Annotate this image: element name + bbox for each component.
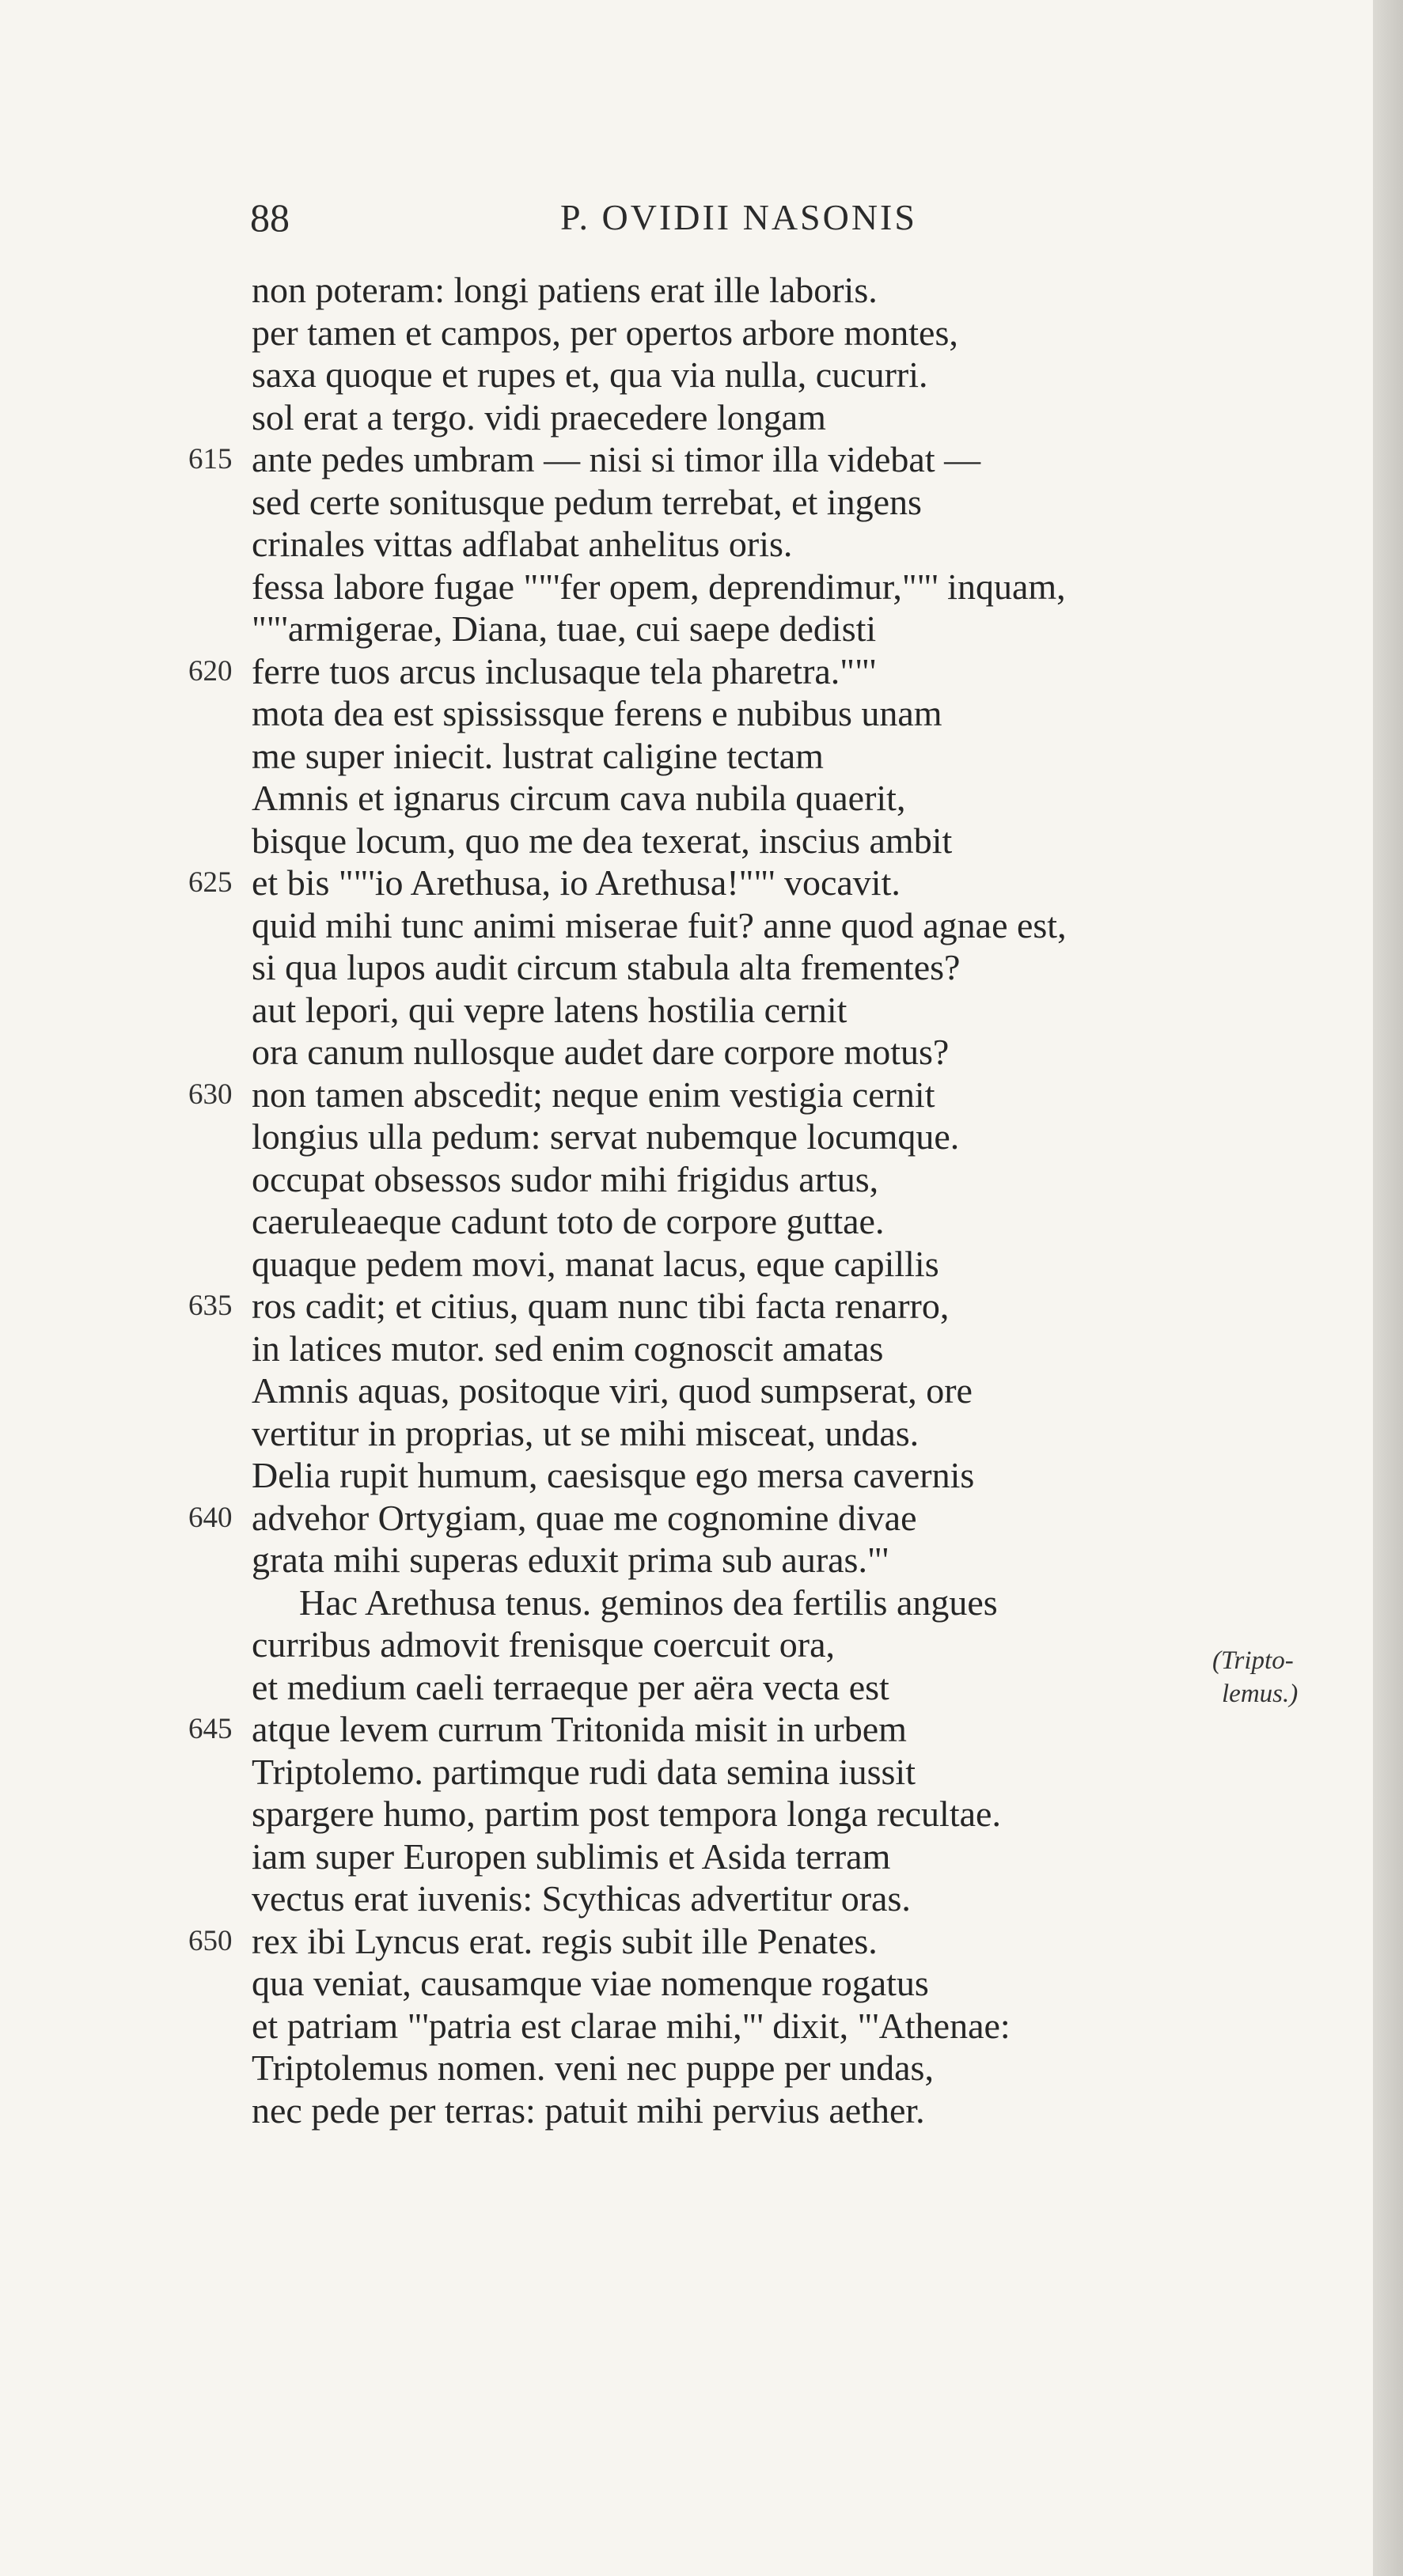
- verse-text: crinales vittas adflabat anhelitus oris.: [252, 524, 793, 564]
- margin-note: [1212, 1644, 1298, 1710]
- verse-text: Delia rupit humum, caesisque ego mersa cavernis: [252, 1455, 975, 1495]
- verse-text: bisque locum, quo me dea texerat, inscius ambit: [252, 820, 953, 861]
- verse-line: [0, 777, 1373, 820]
- verse-line: [0, 1074, 1373, 1116]
- verse-text: quid mihi tunc animi miserae fuit? anne quod agnae est,: [252, 904, 1067, 945]
- verse-line: [0, 1666, 1373, 1709]
- margin-note-line-2: lemus.): [1222, 1680, 1299, 1708]
- verse-line: [0, 1031, 1373, 1074]
- verse-line: [0, 1454, 1373, 1497]
- verse-line: [0, 1412, 1373, 1455]
- verse-text: longius ulla pedum: servat nubemque locumque.: [252, 1116, 960, 1157]
- verse-text: aut lepori, qui vepre latens hostilia cernit: [252, 989, 847, 1030]
- verse-text: Triptolemo. partimque rudi data semina iussit: [252, 1751, 916, 1792]
- verse-text: et bis ""'io Arethusa, io Arethusa!""' vocavit.: [252, 862, 901, 903]
- line-number: 620: [188, 654, 233, 688]
- verse-text: fessa labore fugae ""'fer opem, deprendimur,""' inquam,: [252, 566, 1066, 607]
- verse-line: [0, 1751, 1373, 1794]
- verse-text: non poteram: longi patiens erat ille laboris.: [252, 270, 878, 310]
- verse-text: nec pede per terras: patuit mihi pervius aether.: [252, 2089, 925, 2131]
- verse-text: atque levem currum Tritonida misit in urbem: [252, 1709, 907, 1749]
- margin-note-line-1: (Tripto-: [1212, 1646, 1294, 1675]
- verse-text: rex ibi Lyncus erat. regis subit ille Penates.: [252, 1920, 878, 1961]
- verse-line: [0, 2047, 1373, 2089]
- verse-text: Triptolemus nomen. veni nec puppe per undas,: [252, 2048, 934, 2088]
- verse-line: [0, 1582, 1373, 1624]
- verse-line: [0, 650, 1373, 693]
- line-number: 630: [188, 1078, 233, 1111]
- verse-line: [0, 608, 1373, 650]
- verse-line: [0, 1623, 1373, 1666]
- verse-line: [0, 820, 1373, 862]
- verse-text: advehor Ortygiam, quae me cognomine divae: [252, 1497, 917, 1538]
- verse-line: [0, 1708, 1373, 1751]
- verse-line: [0, 904, 1373, 947]
- verse-line: [0, 1116, 1373, 1158]
- verse-text: iam super Europen sublimis et Asida terram: [252, 1835, 891, 1877]
- verse-text: sol erat a tergo. vidi praecedere longam: [252, 396, 826, 438]
- page-edge-shadow: [1373, 0, 1403, 2576]
- verse-text: grata mihi superas eduxit prima sub auras."': [252, 1540, 889, 1580]
- verse-text: vertitur in proprias, ut se mihi misceat, undas.: [252, 1412, 920, 1453]
- verse-text: ros cadit; et citius, quam nunc tibi facta renarro,: [252, 1286, 950, 1326]
- verse-line: [0, 862, 1373, 904]
- line-number: 640: [188, 1501, 233, 1534]
- verse-text: non tamen abscedit; neque enim vestigia cernit: [252, 1074, 935, 1115]
- verse-line: [0, 523, 1373, 566]
- verse-line: [0, 481, 1373, 524]
- verse-line: [0, 1243, 1373, 1286]
- verse-line: [0, 1158, 1373, 1201]
- verse-line: [0, 1793, 1373, 1835]
- line-number: 650: [188, 1924, 233, 1957]
- line-number: 645: [188, 1713, 233, 1745]
- verse-line: [0, 396, 1373, 439]
- verse-text: si qua lupos audit circum stabula alta frementes?: [252, 947, 961, 987]
- verse-line: [0, 1962, 1373, 2005]
- verse-line: [0, 692, 1373, 735]
- verse-text: ""'armigerae, Diana, tuae, cui saepe dedisti: [252, 608, 877, 649]
- line-number: 615: [188, 443, 233, 475]
- running-title: P. OVIDII NASONIS: [560, 197, 917, 237]
- verse-line: [0, 438, 1373, 481]
- verse-text: vectus erat iuvenis: Scythicas advertitur oras.: [252, 1878, 911, 1919]
- line-number: 635: [188, 1290, 233, 1322]
- line-number: 625: [188, 866, 233, 899]
- verse-line: [0, 1539, 1373, 1582]
- verse-line: [0, 1200, 1373, 1243]
- verse-text: curribus admovit frenisque coercuit ora,: [252, 1624, 836, 1665]
- verse-line: [0, 989, 1373, 1032]
- verse-line: [0, 354, 1373, 396]
- page-number: 88: [250, 195, 290, 240]
- verse-text: saxa quoque et rupes et, qua via nulla, cucurri.: [252, 354, 928, 395]
- verse-text: et medium caeli terraeque per aëra vecta est: [252, 1666, 889, 1707]
- poem-text: [0, 269, 1373, 2131]
- verse-line: [0, 269, 1373, 312]
- verse-line: [0, 946, 1373, 989]
- verse-line: [0, 735, 1373, 778]
- verse-line: [0, 566, 1373, 608]
- verse-line: [0, 1877, 1373, 1920]
- verse-line: [0, 1920, 1373, 1963]
- verse-text: me super iniecit. lustrat caligine tectam: [252, 735, 824, 776]
- verse-line: [0, 2005, 1373, 2048]
- verse-line: [0, 1369, 1373, 1412]
- verse-text: et patriam "'patria est clarae mihi,"' dixit, "'Athenae:: [252, 2005, 1011, 2046]
- verse-text: Amnis et ignarus circum cava nubila quaerit,: [252, 778, 906, 818]
- verse-text: per tamen et campos, per opertos arbore montes,: [252, 312, 958, 353]
- verse-text: Hac Arethusa tenus. geminos dea fertilis angues: [299, 1582, 998, 1623]
- verse-text: caeruleaeque cadunt toto de corpore guttae.: [252, 1201, 885, 1241]
- verse-text: quaque pedem movi, manat lacus, eque capillis: [252, 1243, 939, 1284]
- verse-line: [0, 1285, 1373, 1328]
- verse-line: [0, 1835, 1373, 1878]
- verse-text: Amnis aquas, positoque viri, quod sumpserat, ore: [252, 1370, 973, 1411]
- verse-text: qua veniat, causamque viae nomenque rogatus: [252, 1963, 929, 2003]
- verse-text: spargere humo, partim post tempora longa recultae.: [252, 1794, 1001, 1834]
- verse-text: ante pedes umbram — nisi si timor illa videbat —: [252, 439, 981, 479]
- verse-text: ora canum nullosque audet dare corpore motus?: [252, 1032, 950, 1072]
- verse-text: occupat obsessos sudor mihi frigidus artus,: [252, 1158, 879, 1199]
- verse-text: ferre tuos arcus inclusaque tela pharetra.""': [252, 650, 877, 691]
- verse-line: [0, 1328, 1373, 1370]
- verse-line: [0, 1497, 1373, 1540]
- verse-line: [0, 2089, 1373, 2132]
- verse-line: [0, 312, 1373, 354]
- verse-text: sed certe sonitusque pedum terrebat, et ingens: [252, 481, 922, 522]
- verse-text: mota dea est spississque ferens e nubibus unam: [252, 693, 942, 733]
- verse-text: in latices mutor. sed enim cognoscit amatas: [252, 1328, 884, 1369]
